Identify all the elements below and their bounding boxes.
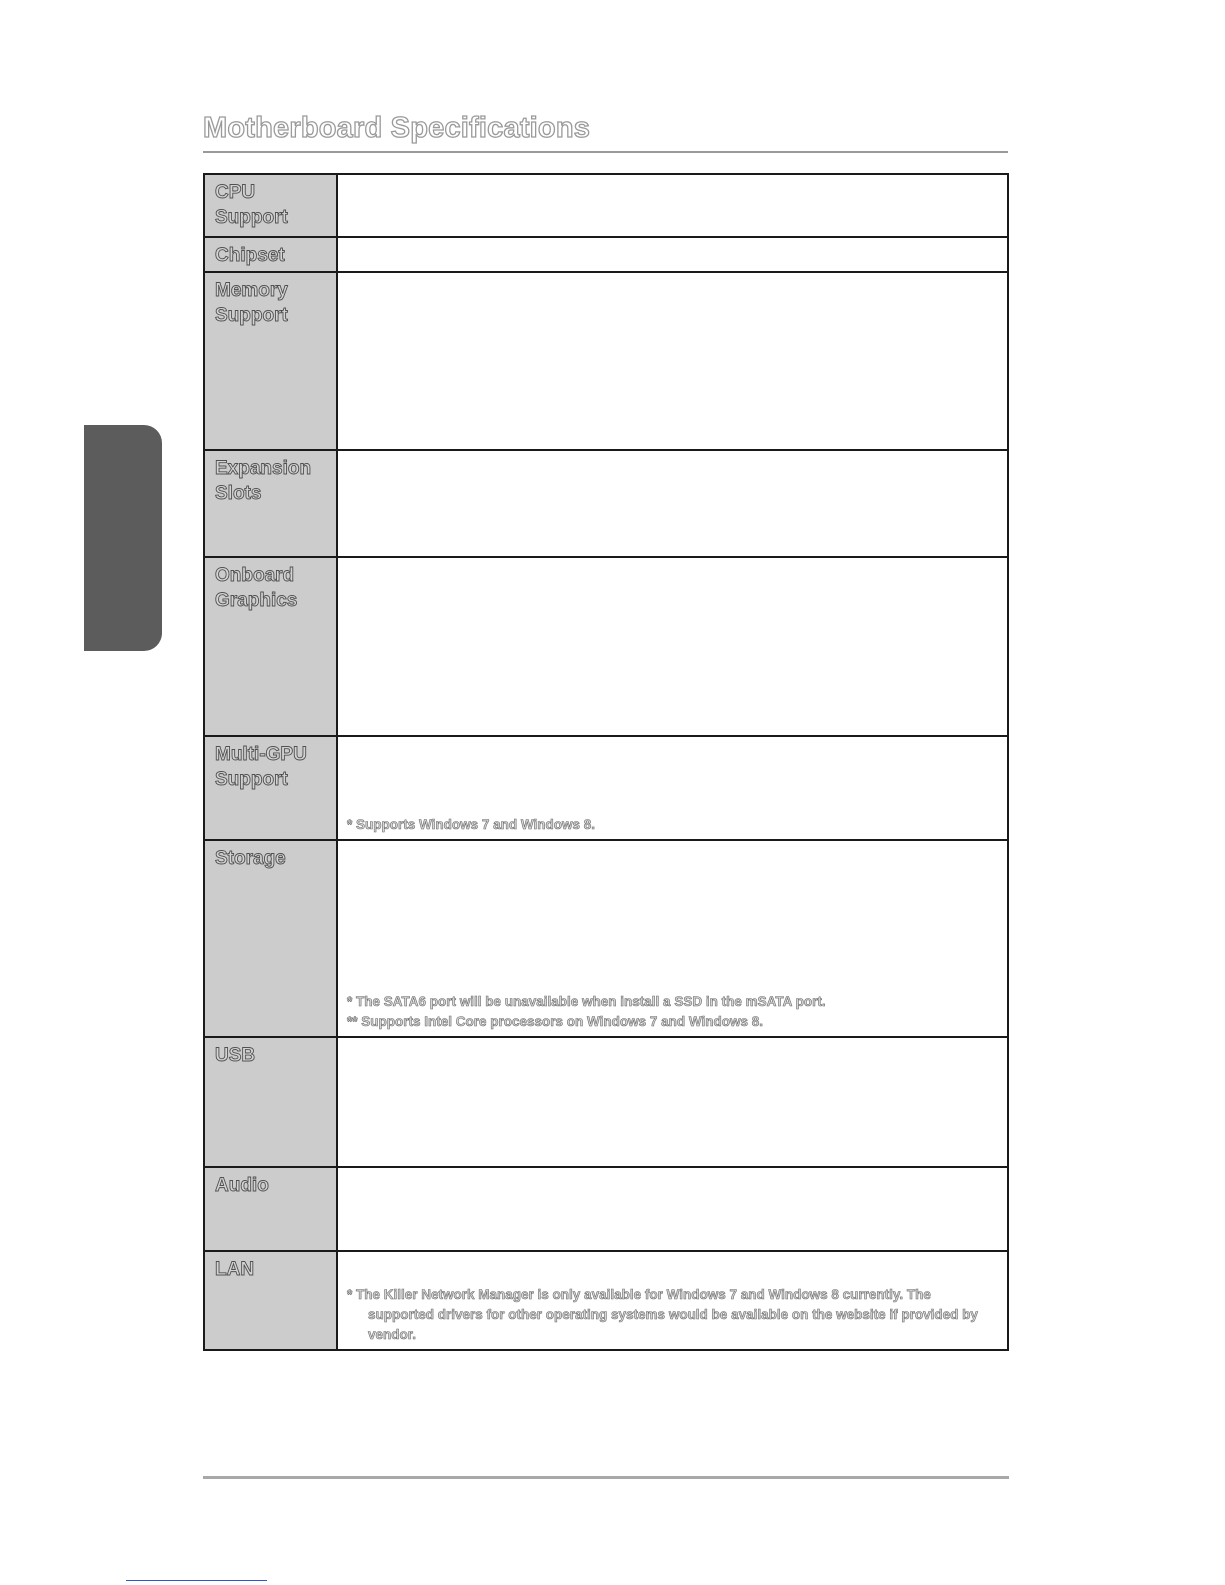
spec-label-cell [204, 840, 337, 1037]
spec-notes [347, 992, 999, 1032]
spec-label: Expansion Slots [215, 458, 312, 504]
spec-row-chipset [204, 237, 1008, 272]
spec-value-cell [337, 237, 1008, 272]
spec-table [203, 173, 1009, 1351]
bottom-link-underline[interactable] [126, 1580, 267, 1581]
spec-value-cell [337, 1167, 1008, 1251]
spec-value-cell [337, 1037, 1008, 1167]
page-title: Motherboard Specifications [203, 112, 591, 144]
spec-value-cell [337, 450, 1008, 557]
spec-row-multi-gpu-support [204, 736, 1008, 840]
spec-label-cell [204, 174, 337, 237]
spec-note: ** Supports Intel Core processors on Windows 7 and Windows 8. [347, 1014, 764, 1029]
spec-value-cell [337, 1251, 1008, 1350]
spec-row-storage [204, 840, 1008, 1037]
spec-label: USB [215, 1045, 256, 1066]
spec-row-onboard-graphics [204, 557, 1008, 736]
spec-row-usb [204, 1037, 1008, 1167]
spec-label: Onboard Graphics [215, 565, 298, 611]
spec-notes [347, 815, 999, 835]
spec-label-cell [204, 736, 337, 840]
spec-label-cell [204, 450, 337, 557]
spec-note: * The Killer Network Manager is only available for Windows 7 and Windows 8 currently. The supported drivers for other operating systems would be available on the website if provided by vendor. [347, 1287, 978, 1342]
spec-label-cell [204, 237, 337, 272]
chapter-side-tab [84, 425, 162, 651]
spec-label: Storage [215, 848, 286, 869]
spec-note: * Supports Windows 7 and Windows 8. [347, 817, 596, 832]
spec-label: Audio [215, 1175, 269, 1196]
spec-label-cell [204, 272, 337, 450]
spec-row-audio [204, 1167, 1008, 1251]
spec-label-cell [204, 557, 337, 736]
spec-value-cell [337, 272, 1008, 450]
spec-label-cell [204, 1037, 337, 1167]
spec-label: Chipset [215, 245, 285, 266]
spec-value-cell [337, 840, 1008, 1037]
title-divider [203, 151, 1008, 153]
spec-value-cell [337, 174, 1008, 237]
spec-label: Multi-GPU Support [215, 744, 307, 790]
spec-label-cell [204, 1251, 337, 1350]
spec-row-expansion-slots [204, 450, 1008, 557]
spec-notes [347, 1285, 999, 1345]
spec-label-cell [204, 1167, 337, 1251]
spec-label: CPU Support [215, 182, 288, 228]
spec-note: * The SATA6 port will be unavailable when install a SSD in the mSATA port. [347, 994, 826, 1009]
spec-row-memory-support [204, 272, 1008, 450]
spec-value-cell [337, 557, 1008, 736]
spec-label: Memory Support [215, 280, 288, 326]
spec-row-lan [204, 1251, 1008, 1350]
spec-label: LAN [215, 1259, 255, 1280]
spec-row-cpu-support [204, 174, 1008, 237]
spec-value-cell [337, 736, 1008, 840]
footer-divider [203, 1476, 1009, 1479]
